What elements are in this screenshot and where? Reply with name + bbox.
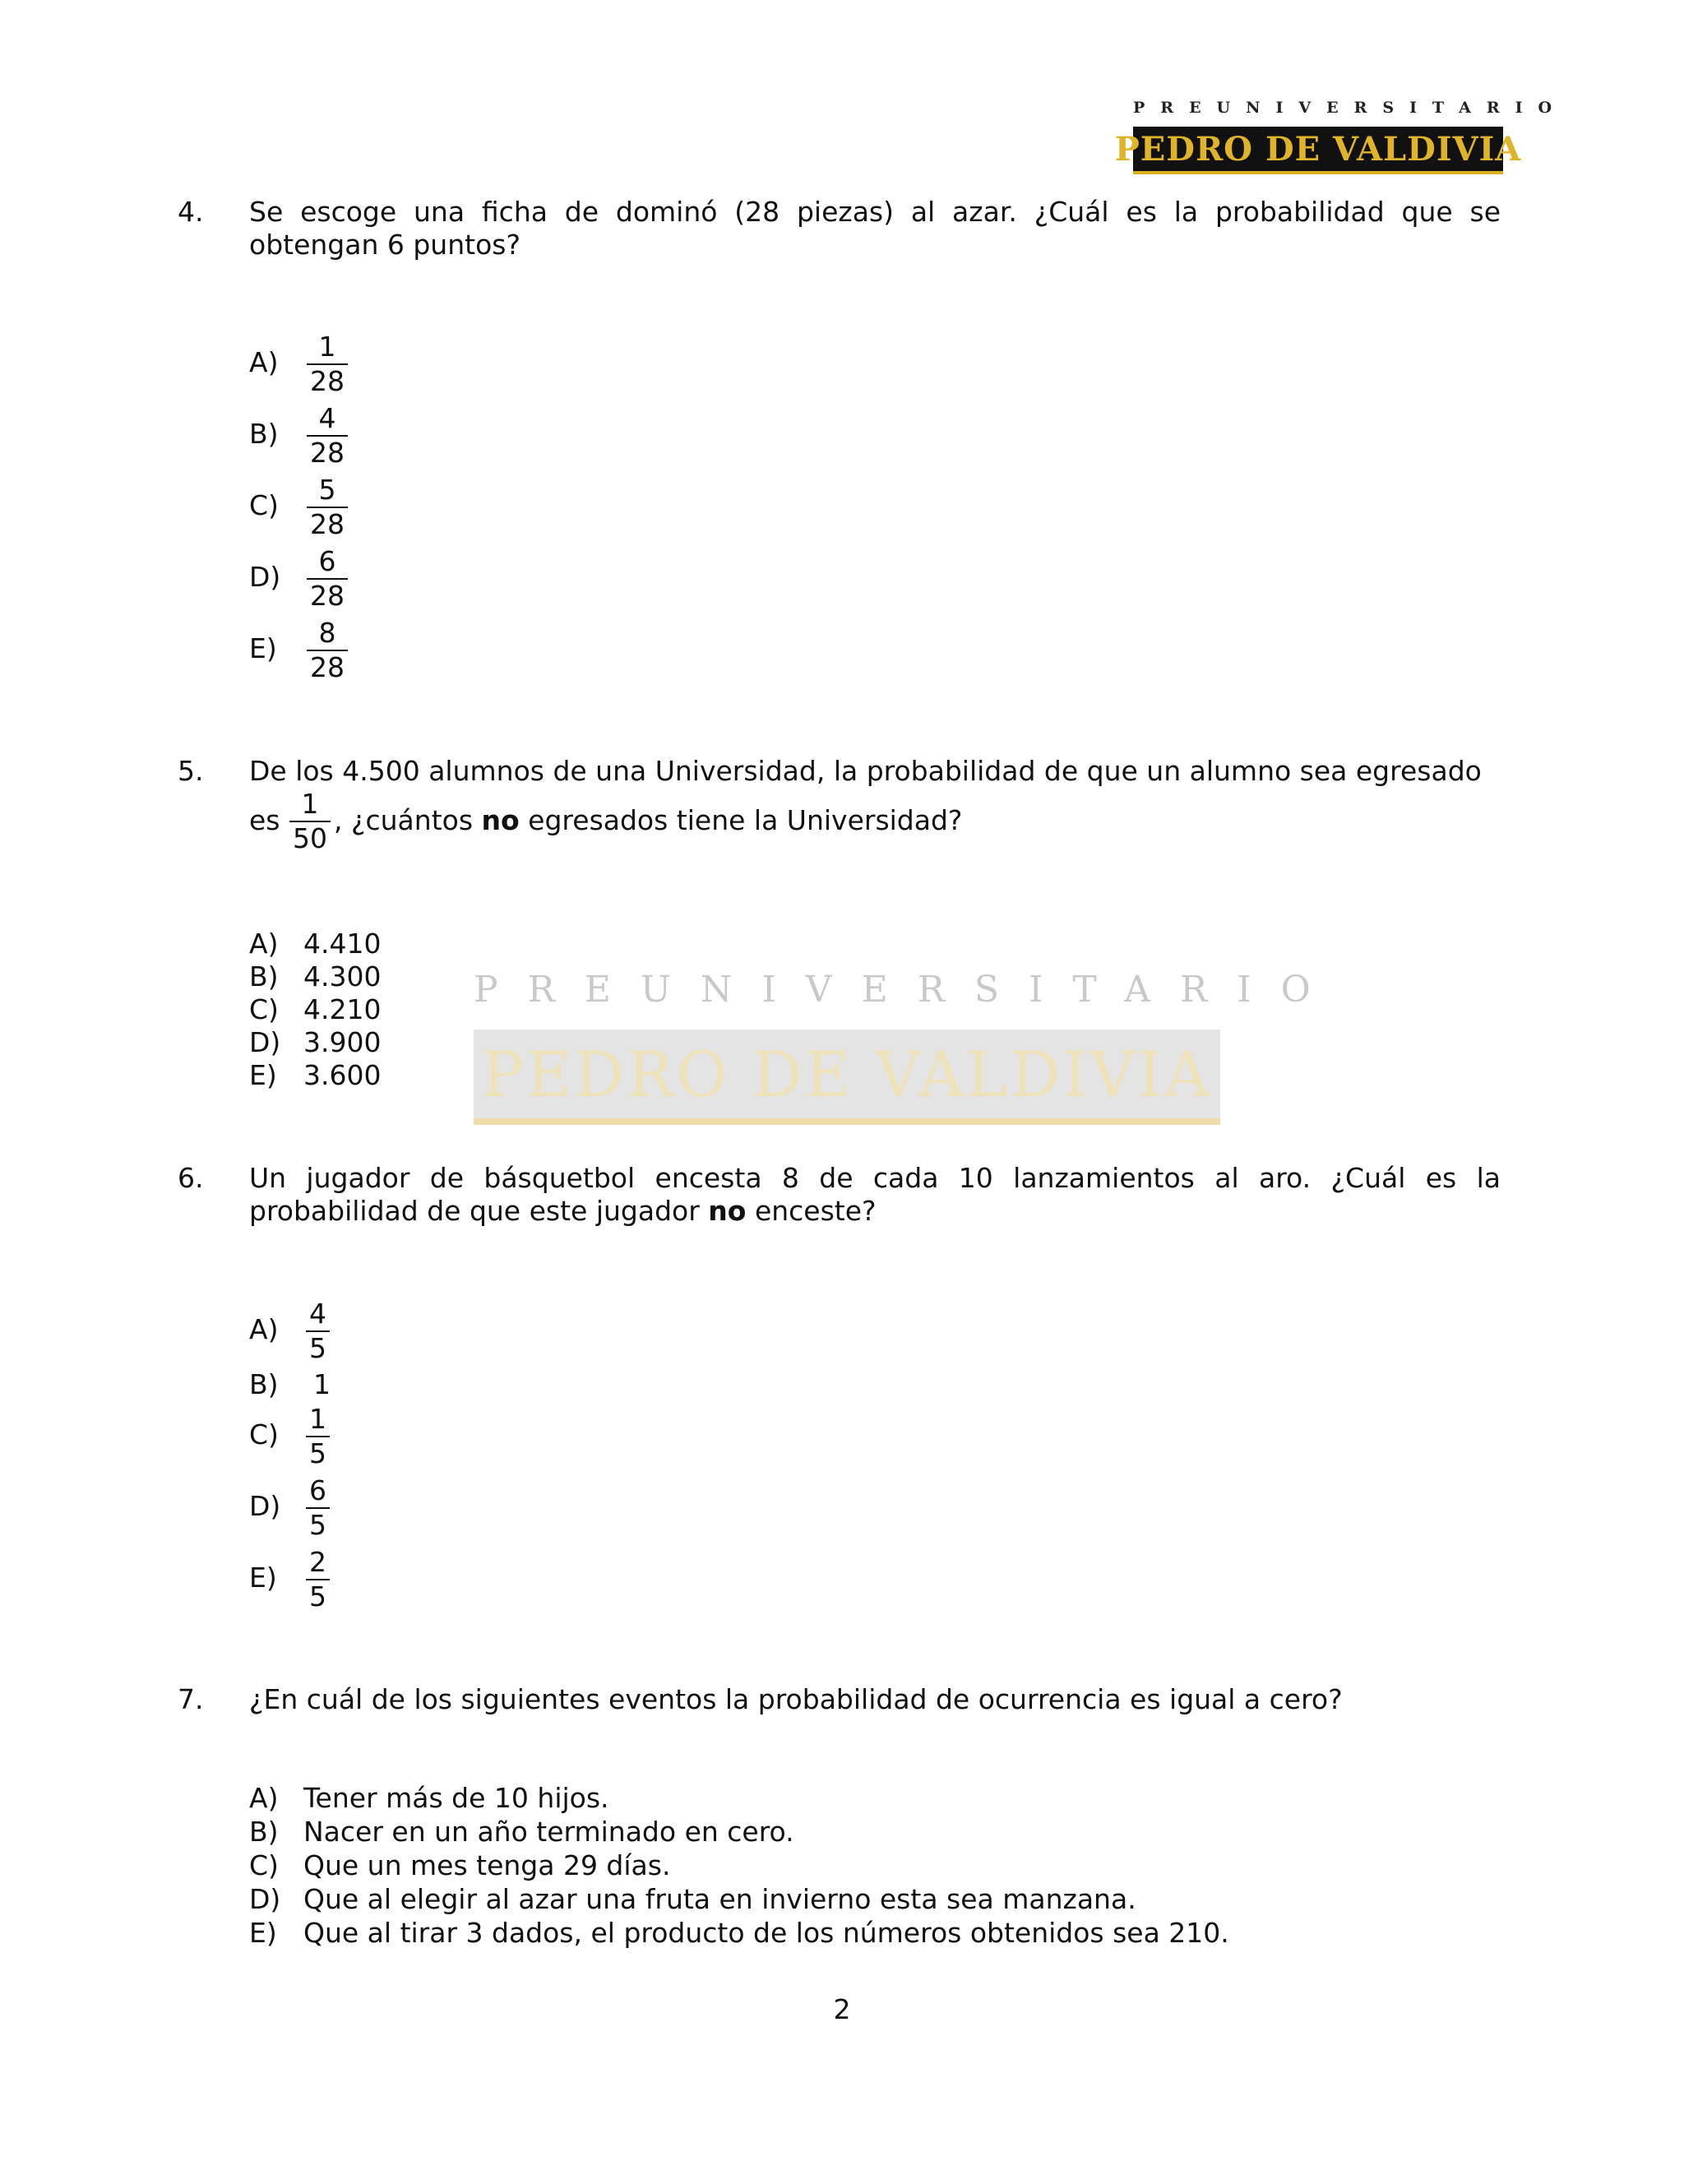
question-5-text-b: egresados tiene la Universidad? bbox=[519, 804, 963, 836]
logo-top-text: PREUNIVERSITARIO bbox=[1133, 99, 1568, 117]
q6-option-c-label: C) bbox=[249, 1418, 279, 1451]
question-5-emphasis: no bbox=[481, 804, 520, 836]
watermark-bottom-text: PEDRO DE VALDIVIA bbox=[481, 1037, 1213, 1111]
fraction-numerator: 5 bbox=[318, 474, 336, 506]
fraction-numerator: 1 bbox=[309, 1403, 326, 1435]
fraction-denominator: 28 bbox=[310, 437, 345, 469]
q7-option-a-label: A) bbox=[249, 1782, 279, 1814]
fraction-numerator: 1 bbox=[301, 788, 319, 820]
fraction-numerator: 4 bbox=[309, 1298, 326, 1330]
watermark-top-text: PREUNIVERSITARIO bbox=[474, 969, 1340, 1011]
question-6-emphasis: no bbox=[708, 1195, 747, 1227]
q5-option-b-text: 4.300 bbox=[303, 960, 382, 993]
q5-option-c-label: C) bbox=[249, 993, 279, 1025]
question-6-number: 6. bbox=[178, 1162, 204, 1194]
q7-option-e-text: Que al tirar 3 dados, el producto de los números obtenidos sea 210. bbox=[303, 1917, 1229, 1949]
q5-option-b-label: B) bbox=[249, 960, 279, 993]
question-5-number: 5. bbox=[178, 755, 204, 787]
q6-option-b-text: 1 bbox=[313, 1368, 331, 1400]
question-5-line-2-prefix: es bbox=[249, 804, 280, 836]
q7-option-d-text: Que al elegir al azar una fruta en invierno esta sea manzana. bbox=[303, 1883, 1136, 1915]
fraction-numerator: 2 bbox=[309, 1546, 326, 1578]
q6-option-a-fraction bbox=[306, 1298, 330, 1365]
q5-probability-fraction bbox=[289, 788, 331, 855]
q5-option-c-text: 4.210 bbox=[303, 993, 382, 1025]
question-6-text-a: Un jugador de básquetbol encesta 8 de cada 10 lanzamientos al aro. ¿Cuál es la probabilidad de que este jugador bbox=[249, 1162, 1501, 1227]
fraction-numerator: 4 bbox=[318, 402, 336, 434]
header-logo bbox=[1114, 99, 1568, 174]
q6-option-e-fraction bbox=[306, 1546, 330, 1613]
q6-option-d-label: D) bbox=[249, 1490, 281, 1522]
q4-option-a-fraction bbox=[307, 331, 348, 398]
q4-option-e-label: E) bbox=[249, 632, 277, 664]
page-number: 2 bbox=[833, 1993, 851, 2025]
q4-option-d-label: D) bbox=[249, 561, 281, 593]
q5-option-d-label: D) bbox=[249, 1026, 281, 1058]
question-5-text-a: , ¿cuántos bbox=[334, 804, 482, 836]
watermark-banner bbox=[474, 1030, 1220, 1125]
question-5-line-1: De los 4.500 alumnos de una Universidad, la probabilidad de que un alumno sea egresado bbox=[249, 755, 1482, 787]
q5-option-a-label: A) bbox=[249, 928, 279, 960]
fraction-denominator: 5 bbox=[309, 1332, 326, 1364]
question-4-number: 4. bbox=[178, 196, 204, 228]
q7-option-b-label: B) bbox=[249, 1816, 279, 1848]
logo-banner bbox=[1114, 127, 1522, 174]
q6-option-d-fraction bbox=[306, 1474, 330, 1542]
fraction-denominator: 5 bbox=[309, 1509, 326, 1541]
fraction-numerator: 8 bbox=[318, 617, 336, 649]
q7-option-e-label: E) bbox=[249, 1917, 277, 1949]
question-4-text: Se escoge una ficha de dominó (28 piezas) al azar. ¿Cuál es la probabilidad que se obtengan 6 puntos? bbox=[249, 196, 1501, 261]
fraction-denominator: 5 bbox=[309, 1580, 326, 1613]
q7-option-c-label: C) bbox=[249, 1849, 279, 1881]
q7-option-a-text: Tener más de 10 hijos. bbox=[303, 1782, 609, 1814]
fraction-denominator: 50 bbox=[293, 822, 327, 854]
q6-option-b-label: B) bbox=[249, 1368, 279, 1400]
q5-option-e-text: 3.600 bbox=[303, 1059, 382, 1091]
fraction-numerator: 1 bbox=[318, 331, 336, 363]
q6-option-c-fraction bbox=[306, 1403, 330, 1470]
q6-option-a-label: A) bbox=[249, 1313, 279, 1345]
question-7-text: ¿En cuál de los siguientes eventos la probabilidad de ocurrencia es igual a cero? bbox=[249, 1683, 1343, 1715]
q7-option-b-text: Nacer en un año terminado en cero. bbox=[303, 1816, 794, 1848]
q4-option-e-fraction bbox=[307, 617, 348, 684]
q4-option-b-fraction bbox=[307, 402, 348, 470]
fraction-denominator: 28 bbox=[310, 365, 345, 397]
q7-option-c-text: Que un mes tenga 29 días. bbox=[303, 1849, 671, 1881]
q5-option-d-text: 3.900 bbox=[303, 1026, 382, 1058]
fraction-numerator: 6 bbox=[318, 545, 336, 577]
question-5-line-2 bbox=[334, 804, 962, 837]
q4-option-d-fraction bbox=[307, 545, 348, 613]
fraction-numerator: 6 bbox=[309, 1474, 326, 1506]
question-7-number: 7. bbox=[178, 1683, 204, 1715]
q7-option-d-label: D) bbox=[249, 1883, 281, 1915]
q5-option-e-label: E) bbox=[249, 1059, 277, 1091]
question-6-text bbox=[249, 1162, 1501, 1228]
q4-option-a-label: A) bbox=[249, 346, 279, 378]
fraction-denominator: 28 bbox=[310, 580, 345, 612]
q4-option-c-label: C) bbox=[249, 489, 279, 521]
q6-option-e-label: E) bbox=[249, 1562, 277, 1594]
q4-option-b-label: B) bbox=[249, 418, 279, 450]
fraction-denominator: 28 bbox=[310, 508, 345, 540]
question-6-text-b: enceste? bbox=[746, 1195, 877, 1227]
q4-option-c-fraction bbox=[307, 474, 348, 541]
fraction-denominator: 5 bbox=[309, 1437, 326, 1469]
q5-option-a-text: 4.410 bbox=[303, 928, 382, 960]
fraction-denominator: 28 bbox=[310, 651, 345, 683]
logo-bottom-text: PEDRO DE VALDIVIA bbox=[1114, 129, 1522, 169]
watermark bbox=[474, 969, 1340, 1125]
